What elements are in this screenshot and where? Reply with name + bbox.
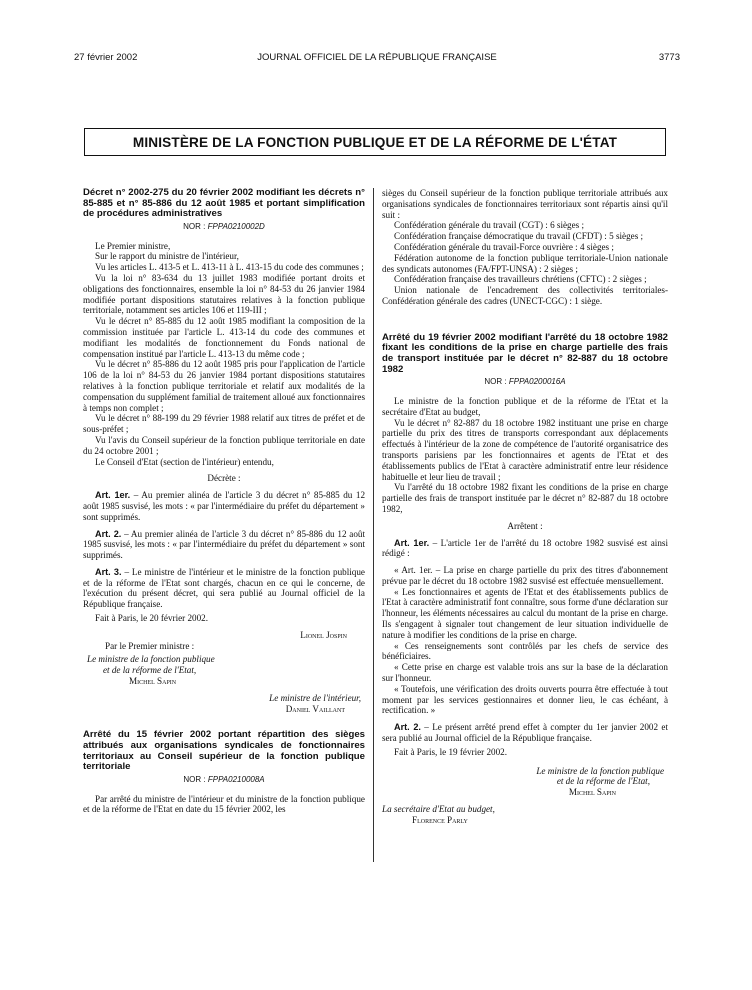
nor-code: FPPA0200016A — [508, 377, 566, 387]
quoted-paragraph: « Ces renseignements sont contrôlés par les chefs de service des bénéficiaires. — [382, 640, 668, 662]
decret-visa: Vu la loi n° 83-634 du 13 juillet 1983 modifiée portant droits et obligations des fonctionnaires, ensemble la loi n° 84-53 du 26 janvier 1984 modifiée portant dispositions statutaires relatives à la fonction publique territoriale, notamment ses articles 106 et 119-III ; — [83, 272, 365, 316]
arrete-visa: Vu l'arrêté du 18 octobre 1982 fixant les conditions de la prise en charge partielle des frais de transport instituée par le décret n° 82-887 du 18 octobre 1982, — [382, 482, 668, 514]
quoted-paragraph: « Cette prise en charge est valable trois ans sur la base de la déclaration sur l'honneur. — [382, 662, 668, 684]
arretent-label: Arrêtent : — [507, 520, 543, 531]
signature-title — [87, 654, 365, 665]
signature-title-line: et de la réforme de l'Etat, — [556, 776, 650, 787]
left-column — [83, 188, 365, 815]
decret-title: Décret n° 2002-275 du 20 février 2002 modifiant les décrets n° 85-885 et n° 85-886 du 12 août 1985 et portant simplification de procédures administratives — [83, 187, 365, 220]
arrete-title: Arrêté du 15 février 2002 portant répartition des sièges attribués aux organisations syndicales de fonctionnaires territoriaux au Conseil supérieur de la fonction publique territoriale — [83, 729, 365, 773]
quoted-paragraph: « Art. 1er. – La prise en charge partielle du prix des titres d'abonnement prévue par le décret du 18 octobre 1982 susvisé est effectuée mensuellement. — [382, 565, 668, 586]
right-column — [382, 188, 668, 826]
ministry-heading: MINISTÈRE DE LA FONCTION PUBLIQUE ET DE LA RÉFORME DE L'ÉTAT — [84, 128, 666, 156]
decrete-label: Décrète : — [207, 473, 241, 484]
seat-allocation: Confédération générale du travail (CGT) : 6 sièges ; — [394, 220, 585, 231]
seat-allocation: Fédération autonome de la fonction publique territoriale-Union nationale des syndicats autonomes (FA/FPT-UNSA) : 2 sièges ; — [382, 252, 668, 274]
arrete-fait: Fait à Paris, le 19 février 2002. — [394, 746, 508, 757]
decret-article — [83, 490, 365, 522]
signature-title-line: Le ministre de l'intérieur, — [269, 692, 361, 703]
arrete-body: sièges du Conseil supérieur de la fonction publique territoriale attribués aux organisations syndicales de fonctionnaires territoriaux sont répartis ainsi qu'il suit : — [382, 188, 668, 220]
signature-title — [382, 766, 668, 777]
arrete-nor — [83, 775, 365, 786]
article-text: – Au premier alinéa de l'article 3 du décret n° 85-885 du 12 août 1985 susvisé, les mots : « par l'intermédiaire du préfet du département » sont supprimés. — [83, 490, 366, 522]
decret-nor — [83, 222, 365, 233]
seat-allocation: Confédération française démocratique du travail (CFDT) : 5 sièges ; — [394, 231, 644, 242]
decret-article — [83, 567, 365, 610]
signature-name: Michel Sapin — [568, 787, 616, 798]
signature-title-line: Le ministre de la fonction publique — [87, 654, 215, 665]
signature-title — [382, 804, 668, 815]
signature-title-line: Le ministre de la fonction publique — [536, 765, 664, 776]
decret-visa: Vu le décret n° 85-886 du 12 août 1985 pris pour l'application de l'article 106 de la loi n° 84-53 du 26 janvier 1984 portant dispositions statutaires relatives à la fonction publique territoriale et relatif aux modalités de la compensation du supplément familial de traitement alloué aux fonctionnaires à temps non complet ; — [83, 359, 365, 413]
article-label: Art. 2. — [95, 528, 122, 539]
arrete-body: Par arrêté du ministre de l'intérieur et du ministre de la fonction publique et de la réforme de l'Etat en date du 15 février 2002, les — [83, 793, 365, 815]
decret-visa: Le Conseil d'Etat (section de l'intérieur) entendu, — [95, 456, 274, 467]
running-header — [74, 52, 680, 66]
nor-label: NOR : — [183, 774, 206, 784]
decret-article — [83, 529, 365, 561]
decret-visa: Le Premier ministre, — [95, 240, 171, 251]
nor-label: NOR : — [183, 221, 206, 231]
article-text: – L'article 1er de l'arrêté du 18 octobre 1982 susvisé est ainsi rédigé : — [382, 537, 668, 559]
nor-code: FPPA0210002D — [207, 221, 265, 231]
seat-allocation: Confédération générale du travail-Force ouvrière : 4 sièges ; — [394, 241, 614, 252]
signature-title-line: et de la réforme de l'Etat, — [103, 665, 197, 676]
article-label: Art. 1er. — [394, 537, 430, 548]
article-label: Art. 3. — [95, 566, 122, 577]
signature-title — [103, 665, 365, 676]
par-le-premier-ministre: Par le Premier ministre : — [105, 640, 195, 651]
arrete-visa: Le ministre de la fonction publique et de la réforme de l'Etat et la secrétaire d'Etat au budget, — [382, 395, 668, 417]
signature-title-line: La secrétaire d'Etat au budget, — [382, 804, 495, 815]
column-divider — [373, 188, 374, 862]
signature-name: Florence Parly — [412, 814, 468, 825]
signature-name: Daniel Vaillant — [285, 703, 345, 714]
decret-fait: Fait à Paris, le 20 février 2002. — [95, 613, 209, 624]
header-journal-title: JOURNAL OFFICIEL DE LA RÉPUBLIQUE FRANÇAISE — [257, 52, 497, 63]
article-label: Art. 1er. — [95, 490, 131, 501]
signature-title — [382, 776, 668, 787]
article-text: – Le ministre de l'intérieur et le ministre de la fonction publique et de la réforme de l'Etat sont chargés, chacun en ce qui le concerne, de l'exécution du présent décret, qui sera publié au Journal officiel de la République française. — [83, 566, 365, 610]
article-text: – Au premier alinéa de l'article 3 du décret n° 85-886 du 12 août 1985 susvisé, les mots : « par l'intermédiaire du préfet du département » sont supprimés. — [83, 528, 365, 561]
nor-code: FPPA0210008A — [207, 774, 265, 784]
arrete-nor — [382, 377, 668, 388]
signature-name: Michel Sapin — [129, 676, 177, 687]
seat-allocation: Union nationale de l'encadrement des collectivités territoriales-Confédération générale des cadres (UNECT-CGC) : 1 siège. — [382, 285, 668, 306]
decret-visa: Vu le décret n° 85-885 du 12 août 1985 modifiant la composition de la commission instituée par l'article L. 413-14 du code des communes et modifiant les modalités de fonctionnement du Fonds national de compensation institué par l'article L. 413-13 du même code ; — [83, 316, 365, 359]
decret-visa: Vu l'avis du Conseil supérieur de la fonction publique territoriale en date du 24 octobre 2001 ; — [83, 434, 365, 456]
arrete-article — [382, 538, 668, 560]
signatory-name: Lionel Jospin — [300, 629, 347, 640]
arrete-title: Arrêté du 19 février 2002 modifiant l'arrêté du 18 octobre 1982 fixant les conditions de la prise en charge partielle des frais de transport instituée par le décret n° 82-887 du 18 octobre 1982 — [382, 331, 668, 375]
quoted-paragraph: « Toutefois, une vérification des droits ouverts pourra être effectuée à tout moment par les services gestionnaires et donner lieu, le cas échéant, à rectification. » — [382, 683, 668, 716]
header-date: 27 février 2002 — [74, 52, 138, 63]
article-label: Art. 2. — [394, 722, 421, 733]
header-page-number: 3773 — [658, 52, 680, 63]
signature-title — [83, 693, 365, 704]
arrete-article — [382, 722, 668, 744]
decret-visa: Vu les articles L. 413-5 et L. 413-11 à L. 413-15 du code des communes ; — [95, 262, 364, 273]
article-text: – Le présent arrêté prend effet à compter du 1er janvier 2002 et sera publié au Journal officiel de la République française. — [382, 722, 668, 744]
decret-visa: Sur le rapport du ministre de l'intérieur, — [95, 251, 239, 262]
decret-visa: Vu le décret n° 88-199 du 29 février 1988 relatif aux titres de préfet et de sous-préfet ; — [83, 413, 365, 435]
nor-label: NOR : — [484, 377, 507, 387]
quoted-paragraph: « Les fonctionnaires et agents de l'Etat et des établissements publics de l'Etat à caractère administratif font connaître, sous forme d'une déclaration sur l'honneur, les éléments nécessaires au calcul du montant de la prise en charge. Ils s'engagent à signaler tout changement de leur situation individuelle de nature à modifier les conditions de la prise en charge. — [382, 586, 668, 640]
seat-allocation: Confédération française des travailleurs chrétiens (CFTC) : 2 sièges ; — [394, 274, 647, 285]
arrete-visa: Vu le décret n° 82-887 du 18 octobre 1982 instituant une prise en charge partielle du prix des titres de transports correspondant aux déplacements effectués à l'intérieur de la zone de compétence de l'autorité organisatrice des transports parisiens par les fonctionnaires et agents de l'Etat et des établissements publics de l'Etat à caractère administratif entre leur résidence habituelle et leur lieu de travail ; — [382, 417, 668, 482]
